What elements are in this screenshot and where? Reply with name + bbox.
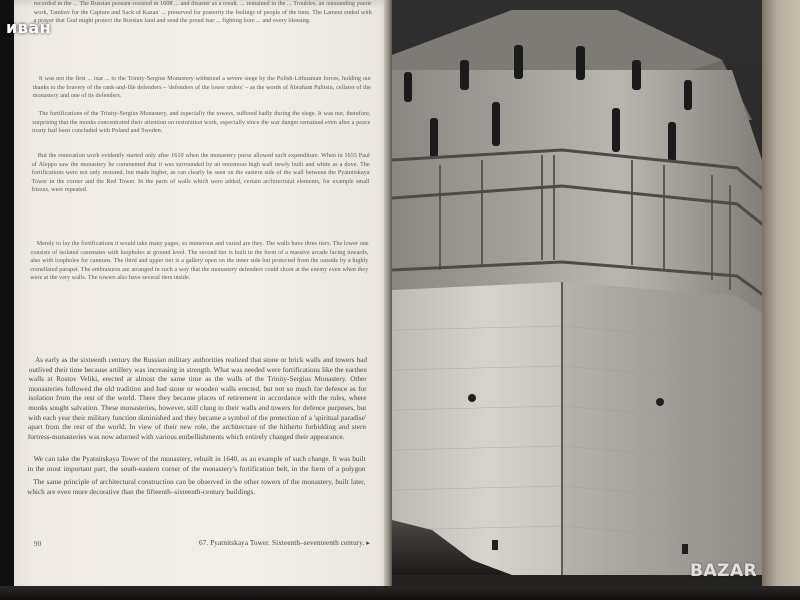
left-page: [14, 0, 392, 600]
paragraph-8: The same principle of architectural construction can be observed in the other towers of the monastery, built later, which are even more decorative than the fifteenth–sixteenth-century buildings.: [27, 478, 366, 496]
right-page-photo: [392, 0, 800, 600]
table-surface: [0, 586, 800, 600]
text-column: [26, 0, 372, 600]
tower-lower-wall-right: [562, 282, 772, 575]
paragraph-4: But the restoration work evidently started only after 1610 when the monastery purse allowed such expenditure. When in 1655 Paul of Aleppo saw the monastery he commented that it was surrounded by an enormous high wall newly built and white as a dove. The fortifications were not only restored, but made higher, as can clearly be seen on the eastern side of the wall between the Pyatnitskaya Tower in the corner and the Red Tower. In the parts of walls which were added, certain architectural elements, for example small friezes, were repeated.: [31, 152, 370, 193]
watermark-bottom: BAZAR: [690, 561, 758, 581]
figure-caption: 67. Pyatnitskaya Tower. Sixteenth–seventeenth century. ▸: [199, 539, 370, 547]
watermark-top: иван: [6, 18, 52, 37]
paragraph-5: Merely to lay the fortifications it would take many pages, so numerous and varied are they. The walls have three tiers. The lower one consists of isolated casemates with loopholes at ground level. The second tier is built in the form of a massive arcade facing inwards, also with loopholes for cannons. The third and upper tier is a gallery open on the inner side but protected from the outside by a highly crenellated parapet. The embrasures are arranged in such a way that the monastery defenders could shoot at the enemy even when they were at the very walls. The towers also have several tiers inside.: [30, 240, 369, 281]
paragraph-6: As early as the sixteenth century the Russian military authorities realized that stone or brick walls and towers had outlived their time because artillery was increasing in strength. What was needed were fortifications like the earthen walls at Rostov Veliki, erected at almost the same time as the walls of the Trinity-Sergius Monastery. Other monasteries followed the old tradition and had stone or wooden walls erected, but not so much for defence as for isolation from the rest of the world. There they became places of retirement in accordance with the rules, where monks sought salvation. These monasteries, however, still clung to their walls and towers for defence purposes, but with each year their military function diminished and they became a symbol of the protection of a 'spiritual paradise' apart from the rest of the world. In view of their new role, the architecture of the hitherto forbidding and stern fortress-monasteries was now adorned with various embellishments which entirely changed their appearance.: [27, 356, 368, 441]
paragraph-7: We can take the Pyatnitskaya Tower of the monastery, rebuilt in 1640, as an example of such change. It was built in the most important part, the south-eastern corner of the monastery's fortification belt, in the form of a polygon: [27, 455, 366, 473]
paragraph-3: The fortifications of the Trinity-Sergius Monastery, and especially the towers, suffered badly during the siege. It was not, therefore, surprising that the monks concentrated their attention on restoration work, especially since the war danger remained even after a peace treaty had been concluded with Poland and Sweden.: [32, 110, 371, 134]
book-edge: [762, 0, 800, 600]
paragraph-2: It was not the first ... tsar ... to the Trinity-Sergius Monastery withstood a severe siege by the Polish-Lithuanian forces, holding out thanks to the bravery of the rank-and-file defenders – 'defenders of the lower orders' – as the words of Abraham Palitsin, cellarer of the monastery and one of its defenders.: [32, 75, 371, 99]
paragraph-1: recorded in the ... The Russian peasant-resisted in 1608 ... and disaster as a result. ... remained in the ... Troubles, an outstanding poetic work, Tambov for the Capture and Sack of Kazan' ... preserved for posterity the feelings of people of the time. The Lament ended with a prayer that God might protect the Russian land and send the proud tsar ... fighting bore ... and every blessing.: [33, 0, 372, 24]
page-number: 90: [34, 540, 42, 548]
tower-photo: [392, 0, 800, 600]
